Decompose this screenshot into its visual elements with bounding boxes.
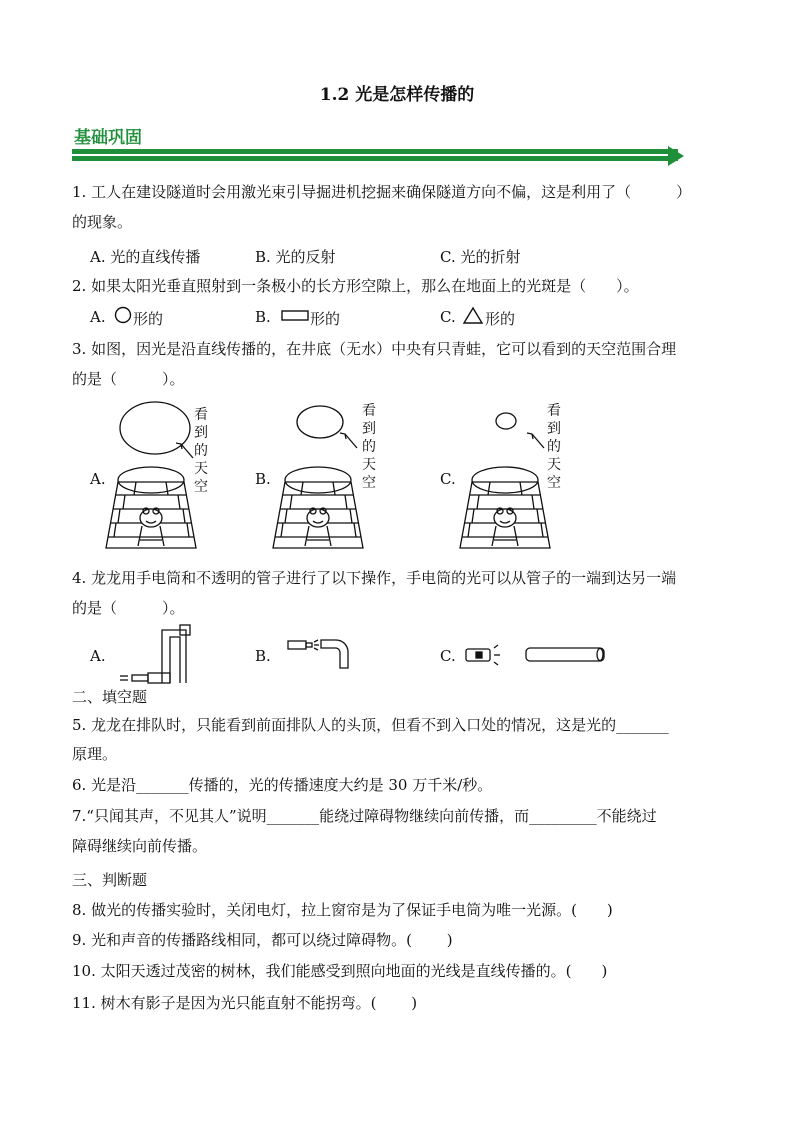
question-1-text-cont: 的现象。 bbox=[72, 213, 133, 231]
question-5-text: 5. 龙龙在排队时，只能看到前面排队人的头顶，但看不到入口处的情况，这是光的_______ bbox=[72, 716, 669, 734]
q2-option-b[interactable]: B. bbox=[255, 308, 271, 326]
well-figure-c bbox=[460, 413, 550, 548]
q2-option-a-suffix: 形的 bbox=[133, 310, 164, 328]
heading-fill-blank: 二、填空题 bbox=[72, 688, 148, 706]
q1-option-b[interactable]: B. 光的反射 bbox=[255, 248, 336, 266]
q4-option-b[interactable]: B. bbox=[255, 647, 271, 665]
question-9-text: 9. 光和声音的传播路线相同，都可以绕过障碍物。( ) bbox=[72, 931, 453, 949]
question-4-text: 4. 龙龙用手电筒和不透明的管子进行了以下操作，手电筒的光可以从管子的一端到达另一端 bbox=[72, 569, 677, 587]
question-1-text: 1. 工人在建设隧道时会用激光束引导掘进机挖掘来确保隧道方向不偏，这是利用了（ ） bbox=[72, 183, 692, 201]
question-4-text-cont: 的是（ ）。 bbox=[72, 599, 185, 617]
triangle-shape-icon bbox=[464, 308, 482, 323]
tube-figure-a bbox=[120, 625, 190, 683]
q2-option-b-suffix: 形的 bbox=[310, 310, 341, 328]
heading-judgement: 三、判断题 bbox=[72, 871, 148, 889]
q2-option-c-suffix: 形的 bbox=[485, 310, 516, 328]
question-11-text: 11. 树木有影子是因为光只能直射不能拐弯。( ) bbox=[72, 994, 418, 1012]
question-10-text: 10. 太阳天透过茂密的树林，我们能感受到照向地面的光线是直线传播的。( ) bbox=[72, 962, 608, 980]
q4-option-a[interactable]: A. bbox=[90, 647, 106, 665]
q1-option-c[interactable]: C. 光的折射 bbox=[440, 248, 521, 266]
question-5-text-cont: 原理。 bbox=[72, 745, 118, 763]
tube-figure-c bbox=[466, 645, 604, 665]
tube-figure-b bbox=[288, 640, 348, 668]
question-3-text-cont: 的是（ ）。 bbox=[72, 370, 185, 388]
q2-option-a[interactable]: A. bbox=[90, 308, 106, 326]
caption-b: 看 到 的 天 空 bbox=[362, 403, 376, 491]
question-3-text: 3. 如图，因光是沿直线传播的，在井底（无水）中央有只青蛙，它可以看到的天空范围合理 bbox=[72, 340, 677, 358]
q3-option-a[interactable]: A. bbox=[90, 470, 106, 488]
caption-c: 看 到 的 天 空 bbox=[547, 403, 561, 491]
well-figure-b bbox=[273, 406, 363, 548]
caption-a: 看 到 的 天 空 bbox=[194, 407, 208, 495]
q3-option-b[interactable]: B. bbox=[255, 470, 271, 488]
q1-option-a[interactable]: A. 光的直线传播 bbox=[90, 248, 201, 266]
question-2-text: 2. 如果太阳光垂直照射到一条极小的长方形空隙上，那么在地面上的光斑是（ ）。 bbox=[72, 277, 639, 295]
q3-option-c[interactable]: C. bbox=[440, 470, 456, 488]
q2-option-c[interactable]: C. bbox=[440, 308, 456, 326]
question-7-text: 7.“只闻其声，不见其人”说明_______能绕过障碍物继续向前传播，而_________不能绕过 bbox=[72, 807, 657, 825]
question-8-text: 8. 做光的传播实验时，关闭电灯，拉上窗帘是为了保证手电筒为唯一光源。( ) bbox=[72, 901, 613, 919]
q4-option-c[interactable]: C. bbox=[440, 647, 456, 665]
question-6-text: 6. 光是沿_______传播的，光的传播速度大约是 30 万千米/秒。 bbox=[72, 776, 493, 794]
page-title: 1.2 光是怎样传播的 bbox=[319, 85, 475, 105]
section-banner bbox=[72, 146, 684, 166]
well-figure-a bbox=[106, 402, 196, 548]
rectangle-shape-icon bbox=[282, 311, 308, 320]
question-7-text-cont: 障碍继续向前传播。 bbox=[72, 837, 208, 855]
circle-shape-icon bbox=[116, 308, 131, 323]
section-label: 基础巩固 bbox=[74, 128, 142, 148]
